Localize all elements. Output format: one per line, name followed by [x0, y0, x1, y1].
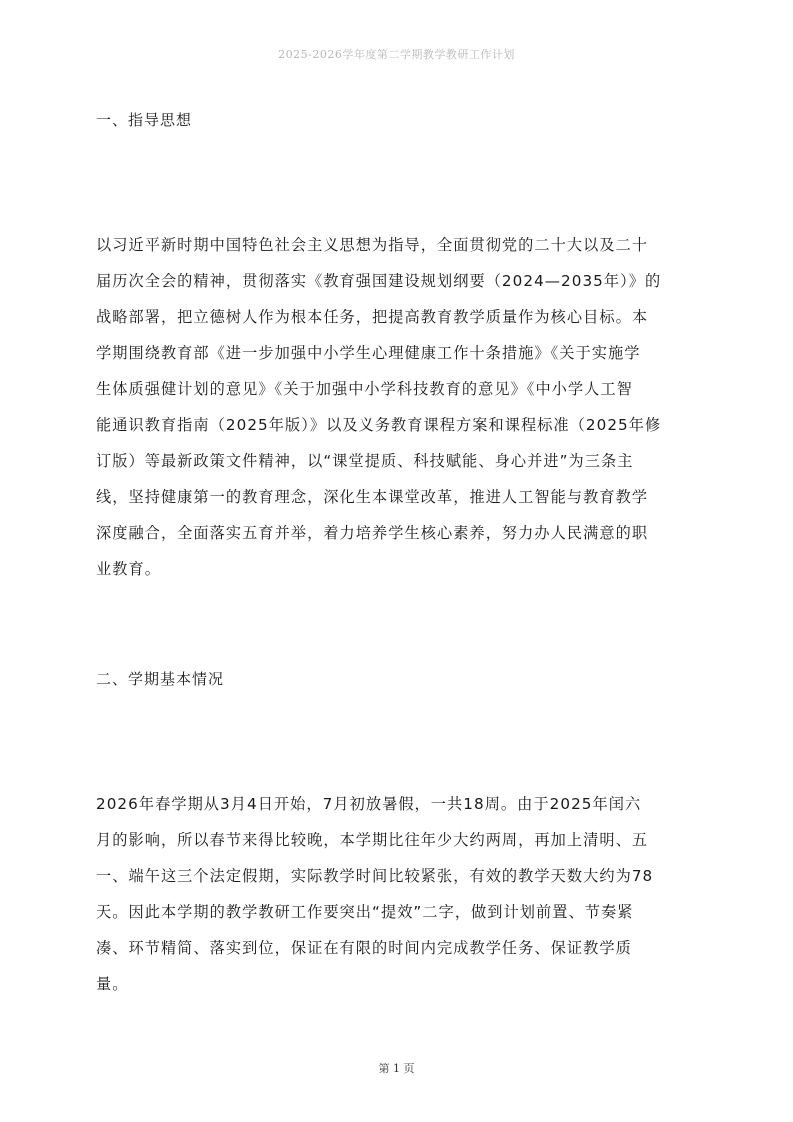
paragraph-line: 月的影响，所以春节来得比较晚，本学期比往年少大约两周，再加上清明、五 — [96, 831, 649, 849]
paragraph-line: 届历次全会的精神，贯彻落实《教育强国建设规划纲要（2024—2035年）》的 — [96, 272, 662, 290]
paragraph-line: 凑、环节精简、落实到位，保证在有限的时间内完成教学任务、保证教学质 — [96, 939, 632, 957]
paragraph-line: 以习近平新时期中国特色社会主义思想为指导，全面贯彻党的二十大以及二十 — [96, 236, 649, 254]
page-header: 2025-2026学年度第二学期教学教研工作计划 — [278, 48, 515, 61]
paragraph-line: 学期围绕教育部《进一步加强中小学生心理健康工作十条措施》《关于实施学 — [96, 344, 641, 362]
paragraph-line: 线，坚持健康第一的教育理念，深化生本课堂改革，推进人工智能与教育教学 — [96, 488, 649, 506]
section-paragraph-guiding-ideology — [96, 227, 700, 587]
paragraph-line: 量。 — [96, 975, 129, 993]
paragraph-line: 战略部署，把立德树人作为根本任务，把提高教育教学质量作为核心目标。本 — [96, 308, 649, 326]
section-paragraph-semester-overview — [96, 786, 700, 1002]
paragraph-line: 一、端午这三个法定假期，实际教学时间比较紧张，有效的教学天数大约为78 — [96, 867, 654, 885]
paragraph-line: 能通识教育指南（2025年版）》以及义务教育课程方案和课程标准（2025年修 — [96, 416, 662, 434]
paragraph-line: 业教育。 — [96, 560, 161, 578]
page-number: 第 1 页 — [378, 1062, 415, 1075]
paragraph-line: 生体质强健计划的意见》《关于加强中小学科技教育的意见》《中小学人工智 — [96, 380, 633, 398]
paragraph-line: 2026年春学期从3月4日开始，7月初放暑假，一共18周。由于2025年闰六 — [96, 795, 642, 813]
section-heading-guiding-ideology: 一、指导思想 — [96, 111, 193, 129]
paragraph-line: 天。因此本学期的教学教研工作要突出“提效”二字，做到计划前置、节奏紧 — [96, 903, 634, 921]
paragraph-line: 订版）等最新政策文件精神，以“课堂提质、科技赋能、身心并进”为三条主 — [96, 452, 634, 470]
section-heading-semester-overview: 二、学期基本情况 — [96, 670, 225, 688]
paragraph-line: 深度融合，全面落实五育并举，着力培养学生核心素养，努力办人民满意的职 — [96, 524, 649, 542]
